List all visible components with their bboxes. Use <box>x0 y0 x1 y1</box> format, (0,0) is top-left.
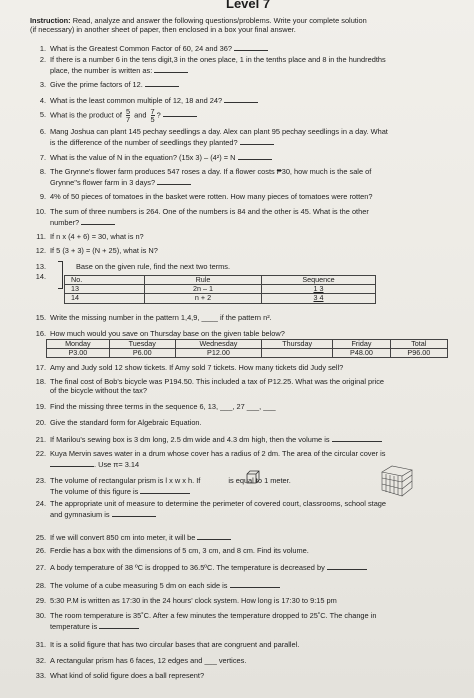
answer-blank <box>140 486 190 494</box>
answer-blank <box>50 459 94 467</box>
question-26: 26. Ferdie has a box with the dimensions of 5 cm, 3 cm, and 8 cm. Find its volume. <box>35 546 309 555</box>
fraction-2: $\frac{7}{5}$ <box>150 107 155 124</box>
question-4: 4. What is the least common multiple of 12, 18 and 24? <box>30 95 468 106</box>
rectangular-prism-figure <box>378 464 414 498</box>
answer-blank <box>81 217 115 225</box>
instruction-label: Instruction: <box>30 16 71 25</box>
question-10: 10. The sum of three numbers is 264. One of the numbers is 84 and the other is 45. What is the other number? <box>35 207 369 227</box>
answer-blank <box>238 152 272 160</box>
question-29: 29. 5:30 P.M is written as 17:30 in the 24 hours' clock system. How long is 17:30 to 9:15 pm <box>35 596 337 605</box>
question-6: 6. Mang Joshua can plant 145 pechay seedlings a day. Alex can plant 95 pechay seedlings in a day. What is the difference of the number of seedlings they planted? <box>39 127 388 147</box>
question-3: 3. Give the prime factors of 12. <box>30 79 468 90</box>
question-16: 16. How much would you save on Thursday base on the given table below? <box>35 329 285 338</box>
question-11: 11. If n x (4 + 6) = 30, what is n? <box>36 232 144 241</box>
question-20: 20. Give the standard form for Algebraic Equation. <box>35 418 202 427</box>
question-12: 12. If 5 (3 + 3) = (N + 25), what is N? <box>35 246 158 255</box>
question-25: 25. If we will convert 850 cm into meter, it will be <box>30 532 468 543</box>
answer-blank <box>230 580 280 588</box>
table-header-row: No. Rule Sequence <box>65 276 376 285</box>
instruction-text: Read, analyze and answer the following questions/problems. Write your complete solution <box>72 16 367 25</box>
question-32: 32. A rectangular prism has 6 faces, 12 edges and ___ vertices. <box>35 656 247 665</box>
rule-table <box>64 275 376 304</box>
instruction-text-2: (if necessary) in another sheet of paper, then enclosed in a box your final answer. <box>30 24 296 34</box>
question-18: 18. The final cost of Bob's bicycle was P194.50. This included a tax of P12.25. What was the original price of the bicycle without the tax? <box>35 377 385 395</box>
question-15: 15. Write the missing number in the pattern 1,4,9, ____ if the pattern n². <box>35 313 272 322</box>
question-22: 22. Kuya Mervin saves water in a drum whose cover has a radius of 2 dm. The area of the circular cover is . Use π= 3.14 <box>35 449 386 469</box>
question-24: 24. The appropriate unit of measure to determine the perimeter of covered court, classrooms, school stage and gymnasium is <box>35 499 387 519</box>
question-27: 27. A body temperature of 38 ºC is dropped to 36.5ºC. The temperature is decreased by <box>30 562 468 573</box>
answer-blank <box>327 562 367 570</box>
answer-blank <box>197 532 231 540</box>
question-14: 14. <box>35 272 46 281</box>
question-5: 5. What is the product of $\frac{5}{7}$ and $\frac{7}{5}$ ? <box>30 108 468 123</box>
savings-table <box>46 339 448 358</box>
table-row: 14 n + 2 3 4 <box>65 294 376 303</box>
fraction-1: $\frac{5}{7}$ <box>125 107 131 124</box>
question-30: 30. The room temperature is 35˚C. After a few minutes the temperature dropped to 25˚C. The change in temperature is <box>35 611 377 631</box>
table-row: P3.00 P6.00 P12.00 P48.00 P96.00 <box>47 349 448 358</box>
answer-blank <box>234 43 268 51</box>
question-23: 23. The volume of rectangular prism is l x w x h. If is equal to 1 meter. The volume of this figure is <box>35 476 291 496</box>
answer-blank <box>332 434 382 442</box>
answer-blank <box>240 137 274 145</box>
instruction <box>30 17 460 34</box>
answer-blank <box>163 109 197 117</box>
answer-blank <box>224 95 258 103</box>
question-31: 31. It is a solid figure that has two circular bases that are congruent and parallel. <box>35 640 300 649</box>
answer-blank <box>112 509 156 517</box>
question-33: 33. What kind of solid figure does a ball represent? <box>35 671 205 680</box>
table-header-row: Monday Tuesday Wednesday Thursday Friday Total <box>47 340 448 349</box>
answer-blank <box>157 177 191 185</box>
question-13: 13. Base on the given rule, find the next two terms. <box>35 262 231 271</box>
question-21: 21. If Marilou's sewing box is 3 dm long, 2.5 dm wide and 4.3 dm high, then the volume is <box>30 434 468 445</box>
question-7: 7. What is the value of N in the equation? (15x 3) – (4²) = N <box>30 152 468 163</box>
question-17: 17. Amy and Judy sold 12 show tickets. If Amy sold 7 tickets. How many tickets did Judy sell? <box>35 363 344 372</box>
question-28: 28. The volume of a cube measuring 5 dm on each side is <box>30 580 468 591</box>
question-8: 8. The Grynne's flower farm produces 547 roses a day. If a flower costs ₱30, how much is the sale of Grynne''s flower farm in 3 days? <box>39 167 372 187</box>
cube-icon <box>246 470 260 484</box>
answer-blank <box>145 79 179 87</box>
answer-blank <box>154 65 188 73</box>
page-title: Level 7 <box>226 0 271 11</box>
bracket <box>58 261 63 289</box>
answer-blank <box>99 621 139 629</box>
table-row: 13 2n – 1 1 3 <box>65 285 376 294</box>
question-19: 19. Find the missing three terms in the sequence 6, 13, ___, 27 ___, ___ <box>35 402 276 411</box>
question-2: 2. If there is a number 6 in the tens digit,3 in the ones place, 1 in the tenths place and 8 in the hundredths place, the number is written as: <box>39 55 386 75</box>
question-9: 9. 4% of 50 pieces of tomatoes in the basket were rotten. How many pieces of tomatoes were rotten? <box>39 192 373 201</box>
question-1: 1. What is the Greatest Common Factor of 60, 24 and 36? <box>30 43 468 54</box>
